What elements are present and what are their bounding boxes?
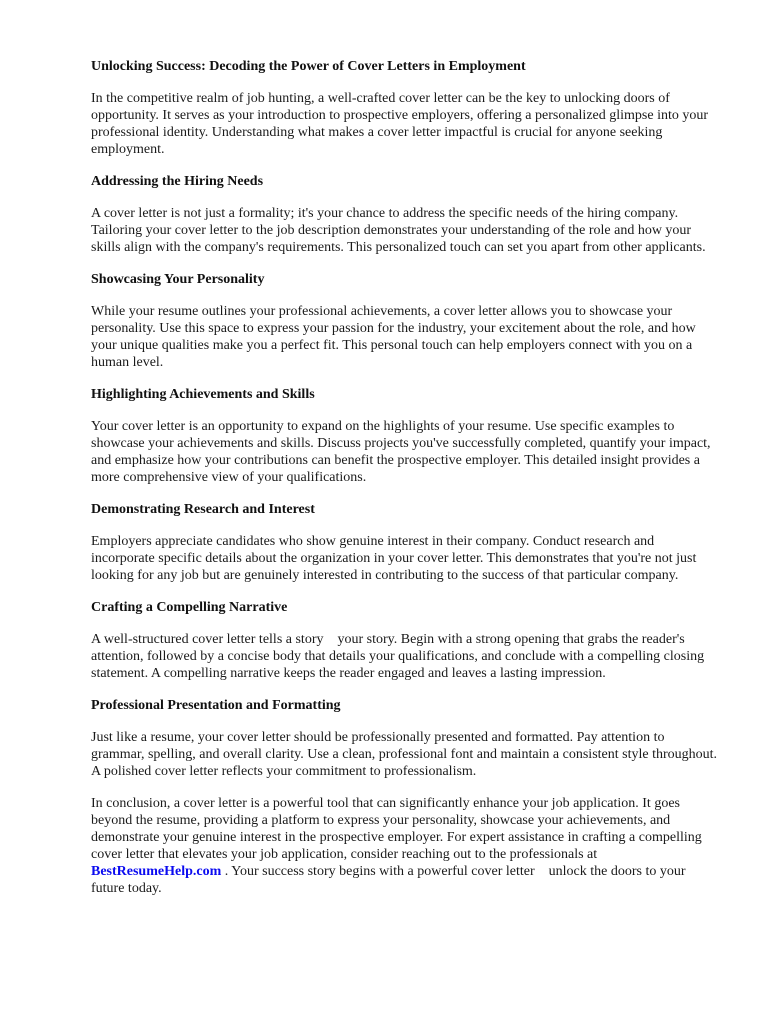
section-heading-research: Demonstrating Research and Interest (91, 502, 315, 517)
section-paragraph-research: Employers appreciate candidates who show genuine interest in their company. Conduct research and incorporate specific details about the organization in your cover letter. This demonstrates that you're not just looking for any job but are genuinely interested in contributing to the success of that particular company. (91, 534, 700, 583)
section-paragraph-formatting: Just like a resume, your cover letter should be professionally presented and formatted. Pay attention to grammar, spelling, and overall clarity. Use a clean, professional font and maintain a consistent style throughout. A polished cover letter reflects your commitment to professionalism. (91, 730, 720, 779)
section-heading-formatting: Professional Presentation and Formatting (91, 698, 341, 713)
section-heading-hiring-needs: Addressing the Hiring Needs (91, 174, 264, 189)
article-body (91, 58, 718, 897)
section-heading-narrative: Crafting a Compelling Narrative (91, 600, 288, 615)
conclusion-text-before-link: In conclusion, a cover letter is a powerful tool that can significantly enhance your job application. It goes beyond the resume, providing a platform to express your personality, showcase your achievements, and demonstrate your genuine interest in the prospective employer. For expert assistance in crafting a compelling cover letter that elevates your job application, consider reaching out to the professionals at (91, 796, 706, 862)
section-heading-personality: Showcasing Your Personality (91, 272, 265, 287)
section-heading-achievements: Highlighting Achievements and Skills (91, 387, 315, 402)
conclusion-paragraph (91, 795, 718, 897)
intro-paragraph: In the competitive realm of job hunting, a well-crafted cover letter can be the key to unlocking doors of opportunity. It serves as your introduction to prospective employers, offering a personalized glimpse into your professional identity. Understanding what makes a cover letter impactful is crucial for anyone seeking employment. (91, 91, 712, 157)
conclusion-text-after-link: . Your success story begins with a powerful cover letter unlock the doors to your future today. (91, 864, 690, 896)
section-paragraph-narrative: A well-structured cover letter tells a story your story. Begin with a strong opening that grabs the reader's attention, followed by a concise body that details your qualifications, and conclude with a compelling closing statement. A compelling narrative keeps the reader engaged and leaves a lasting impression. (91, 632, 708, 681)
article-title: Unlocking Success: Decoding the Power of Cover Letters in Employment (91, 59, 526, 74)
section-paragraph-hiring-needs: A cover letter is not just a formality; it's your chance to address the specific needs of the hiring company. Tailoring your cover letter to the job description demonstrates your understanding of the role and how your skills align with the company's requirements. This personalized touch can set you apart from other applicants. (91, 206, 706, 255)
bestresumehelp-link[interactable]: BestResumeHelp.com (91, 864, 222, 879)
section-paragraph-personality: While your resume outlines your professional achievements, a cover letter allows you to showcase your personality. Use this space to express your passion for the industry, your excitement about the role, and how your unique qualities make you a perfect fit. This personal touch can help employers connect with you on a human level. (91, 304, 700, 370)
section-paragraph-achievements: Your cover letter is an opportunity to expand on the highlights of your resume. Use specific examples to showcase your achievements and skills. Discuss projects you've successfully completed, quantify your impact, and emphasize how your contributions can benefit the prospective employer. This detailed insight provides a more comprehensive view of your qualifications. (91, 419, 715, 485)
